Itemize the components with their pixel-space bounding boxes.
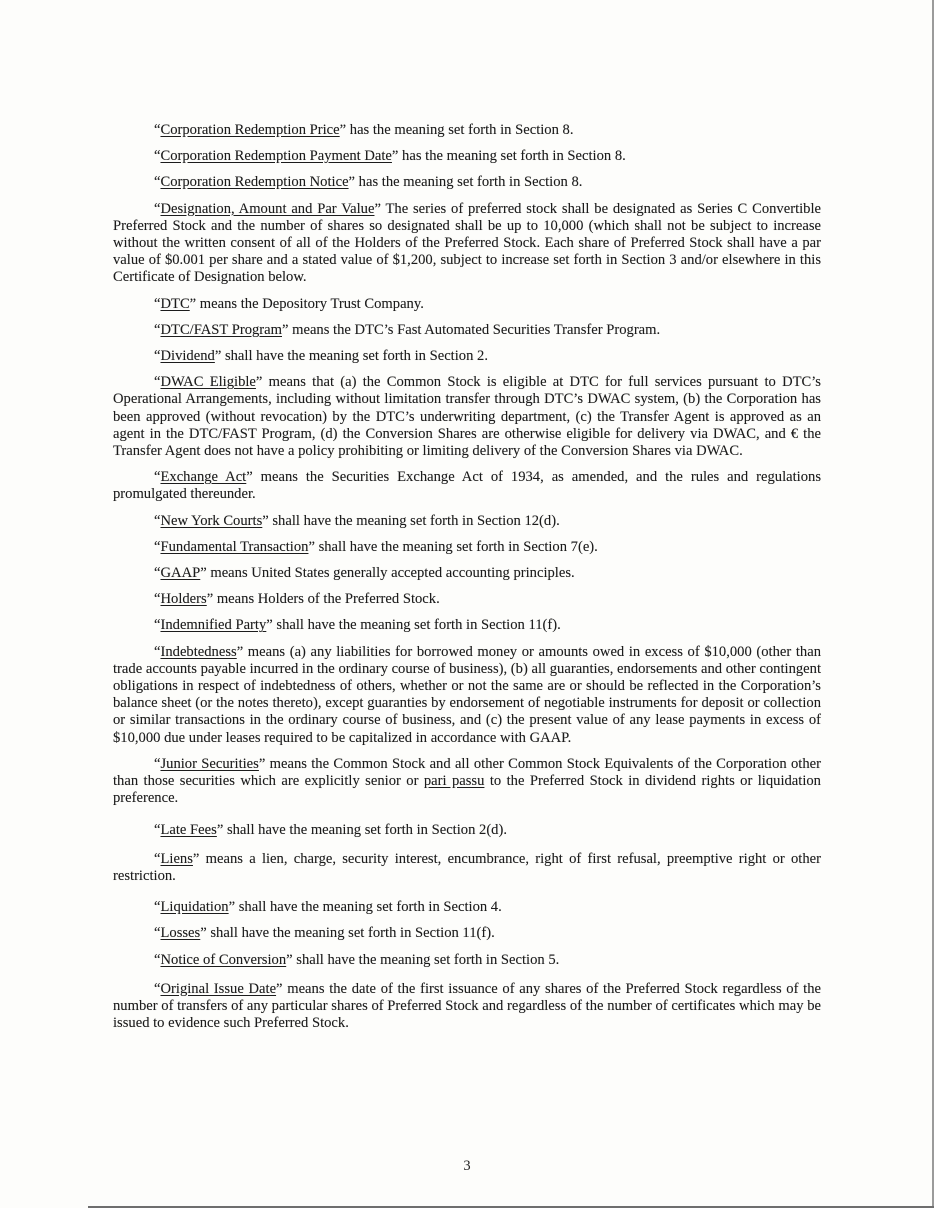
defined-term: Holders [160, 591, 207, 608]
defined-term: New York Courts [160, 512, 263, 529]
definition-text: The series of preferred stock shall be designated as Series C Convertible Preferred Stock and the number of shares so designated shall be up to 10,000 (which shall not be subject to increase without the written consent of all of the Holders of the Preferred Stock. Each share of Preferred Stock shall have a par value of $0.001 per share and a stated value of $1,200, subject to increase set forth in Section 3 and/or elsewhere in this Certificate of Designation below. [113, 200, 822, 286]
defined-term: Original Issue Date [160, 980, 277, 997]
defined-term: Corporation Redemption Payment Date [160, 148, 392, 165]
defined-term: Indemnified Party [160, 617, 267, 634]
defined-term: Corporation Redemption Notice [160, 174, 349, 191]
close-quote: ” [206, 591, 214, 608]
open-quote: “ [154, 200, 161, 217]
close-quote: ” [258, 755, 266, 772]
definition-text: shall have the meaning set forth in Section 11(f). [272, 617, 561, 634]
defined-term: Junior Securities [160, 755, 259, 772]
definition-paragraph [113, 952, 821, 969]
close-quote: ” [374, 200, 381, 217]
close-quote: ” [200, 925, 207, 942]
open-quote: “ [154, 951, 161, 968]
definition-paragraph [113, 296, 821, 313]
open-quote: “ [154, 899, 161, 916]
defined-term: Designation, Amount and Par Value [160, 200, 375, 217]
definition-paragraph [113, 565, 821, 582]
definition-paragraph [113, 756, 821, 808]
open-quote: “ [154, 821, 161, 838]
close-quote: ” [281, 321, 289, 338]
definition-paragraph [113, 644, 821, 747]
page-number: 3 [463, 1158, 471, 1174]
defined-term: Dividend [160, 348, 215, 365]
definition-text: shall have the meaning set forth in Section 11(f). [206, 925, 495, 942]
defined-term: Indebtedness [160, 643, 237, 660]
definitions-list [113, 122, 821, 1041]
open-quote: “ [154, 512, 161, 529]
close-quote: ” [286, 951, 293, 968]
open-quote: “ [154, 148, 161, 165]
defined-term: Late Fees [160, 821, 217, 838]
defined-term: Losses [160, 925, 201, 942]
definition-text: means the Common Stock and all other Common Stock Equivalents of the Corporation other than those securities which are explicitly senior or pari passu to the Preferred Stock in dividend rights or liquidation preference. [113, 755, 822, 807]
close-quote: ” [339, 122, 347, 138]
close-quote: ” [200, 565, 207, 582]
defined-term: Exchange Act [160, 469, 247, 486]
close-quote: ” [391, 148, 399, 165]
open-quote: “ [154, 321, 161, 338]
definition-text: means the Securities Exchange Act of 1934, as amended, and the rules and regulations promulgated thereunder. [113, 469, 821, 503]
definition-text: shall have the meaning set forth in Section 7(e). [314, 538, 598, 555]
close-quote: ” [228, 899, 236, 916]
definition-paragraph [113, 148, 821, 165]
definition-paragraph [113, 174, 821, 191]
open-quote: “ [154, 850, 161, 867]
open-quote: “ [154, 980, 161, 997]
definition-paragraph [113, 925, 821, 942]
definition-text: means United States generally accepted accounting principles. [206, 565, 575, 582]
definition-text: shall have the meaning set forth in Section 2. [221, 348, 488, 365]
close-quote: ” [236, 643, 244, 660]
open-quote: “ [154, 617, 161, 634]
definition-paragraph [113, 201, 821, 287]
open-quote: “ [154, 755, 161, 772]
open-quote: “ [154, 174, 161, 191]
definition-text: has the meaning set forth in Section 8. [346, 122, 574, 138]
definition-text: shall have the meaning set forth in Section 5. [292, 951, 560, 968]
definition-paragraph [113, 122, 821, 139]
defined-term: Liquidation [160, 899, 229, 916]
definition-text: means the Depository Trust Company. [196, 295, 424, 312]
definition-text: has the meaning set forth in Section 8. [355, 174, 583, 191]
close-quote: ” [192, 850, 200, 867]
definition-paragraph [113, 899, 821, 916]
open-quote: “ [154, 538, 161, 555]
definition-paragraph [113, 822, 821, 839]
definition-paragraph [113, 374, 821, 460]
definition-paragraph [113, 591, 821, 608]
definition-paragraph [113, 851, 821, 885]
defined-term: DWAC Eligible [160, 374, 256, 391]
definition-text: means the date of the first issuance of any shares of the Preferred Stock regardless of the number of transfers of any particular shares of Preferred Stock and regardless of the number of certificates which may be issued to evidence such Preferred Stock. [113, 980, 821, 1032]
defined-term: DTC/FAST Program [160, 321, 282, 338]
definition-text: shall have the meaning set forth in Section 12(d). [268, 512, 560, 529]
defined-term: GAAP [160, 565, 201, 582]
close-quote: ” [266, 617, 273, 634]
open-quote: “ [154, 348, 161, 365]
defined-term: Notice of Conversion [160, 951, 287, 968]
close-quote: ” [255, 374, 263, 391]
defined-term: Liens [160, 850, 193, 867]
open-quote: “ [154, 295, 161, 312]
close-quote: ” [214, 348, 222, 365]
close-quote: ” [246, 469, 253, 486]
close-quote: ” [189, 295, 197, 312]
open-quote: “ [154, 591, 161, 608]
open-quote: “ [154, 925, 161, 942]
definition-text: means (a) any liabilities for borrowed money or amounts owed in excess of $10,000 (other than trade accounts payable incurred in the ordinary course of business), (b) all guaranties, endorsements and other contingent obligations in respect of indebtedness of others, whether or not the same are or should be reflected in the Corporation’s balance sheet (or the notes thereto), except guaranties by endorsement of negotiable instruments for deposit or collection or similar transactions in the ordinary course of business, and (c) the present value of any lease payments in excess of $10,000 due under leases required to be capitalized in accordance with GAAP. [113, 643, 821, 746]
definition-text: means the DTC’s Fast Automated Securities Transfer Program. [288, 321, 661, 338]
definition-text: means that (a) the Common Stock is eligible at DTC for full services pursuant to DTC’s Operational Arrangements, including without limitation transfer through DTC’s DWAC system, (b) the Corporation has been approved (without revocation) by the DTC’s underwriting department, (c) the Transfer Agent is approved as an agent in the DTC/FAST Program, (d) the Conversion Shares are otherwise eligible for delivery via DWAC, and € the Transfer Agent does not have a policy prohibiting or limiting delivery of the Conversion Shares via DWAC. [113, 374, 821, 460]
open-quote: “ [154, 565, 161, 582]
open-quote: “ [154, 122, 161, 138]
underlined-phrase: pari passu [423, 773, 485, 790]
defined-term: Corporation Redemption Price [160, 122, 340, 138]
definition-paragraph [113, 981, 821, 1033]
open-quote: “ [154, 469, 161, 486]
definition-paragraph [113, 539, 821, 556]
definition-text: means Holders of the Preferred Stock. [213, 591, 440, 608]
close-quote: ” [262, 512, 269, 529]
close-quote: ” [216, 821, 224, 838]
definition-text: has the meaning set forth in Section 8. [398, 148, 626, 165]
definition-text: shall have the meaning set forth in Section 2(d). [223, 821, 507, 838]
definition-paragraph [113, 513, 821, 530]
defined-term: Fundamental Transaction [160, 538, 309, 555]
close-quote: ” [308, 538, 315, 555]
definition-text: shall have the meaning set forth in Section 4. [235, 899, 502, 916]
definition-paragraph [113, 617, 821, 634]
definition-paragraph [113, 348, 821, 365]
close-quote: ” [348, 174, 356, 191]
definition-text: means a lien, charge, security interest, encumbrance, right of first refusal, preemptive right or other restriction. [113, 850, 821, 884]
definition-paragraph [113, 322, 821, 339]
close-quote: ” [276, 980, 283, 997]
defined-term: DTC [160, 295, 190, 312]
definition-paragraph [113, 469, 821, 503]
open-quote: “ [154, 643, 161, 660]
open-quote: “ [154, 374, 161, 391]
